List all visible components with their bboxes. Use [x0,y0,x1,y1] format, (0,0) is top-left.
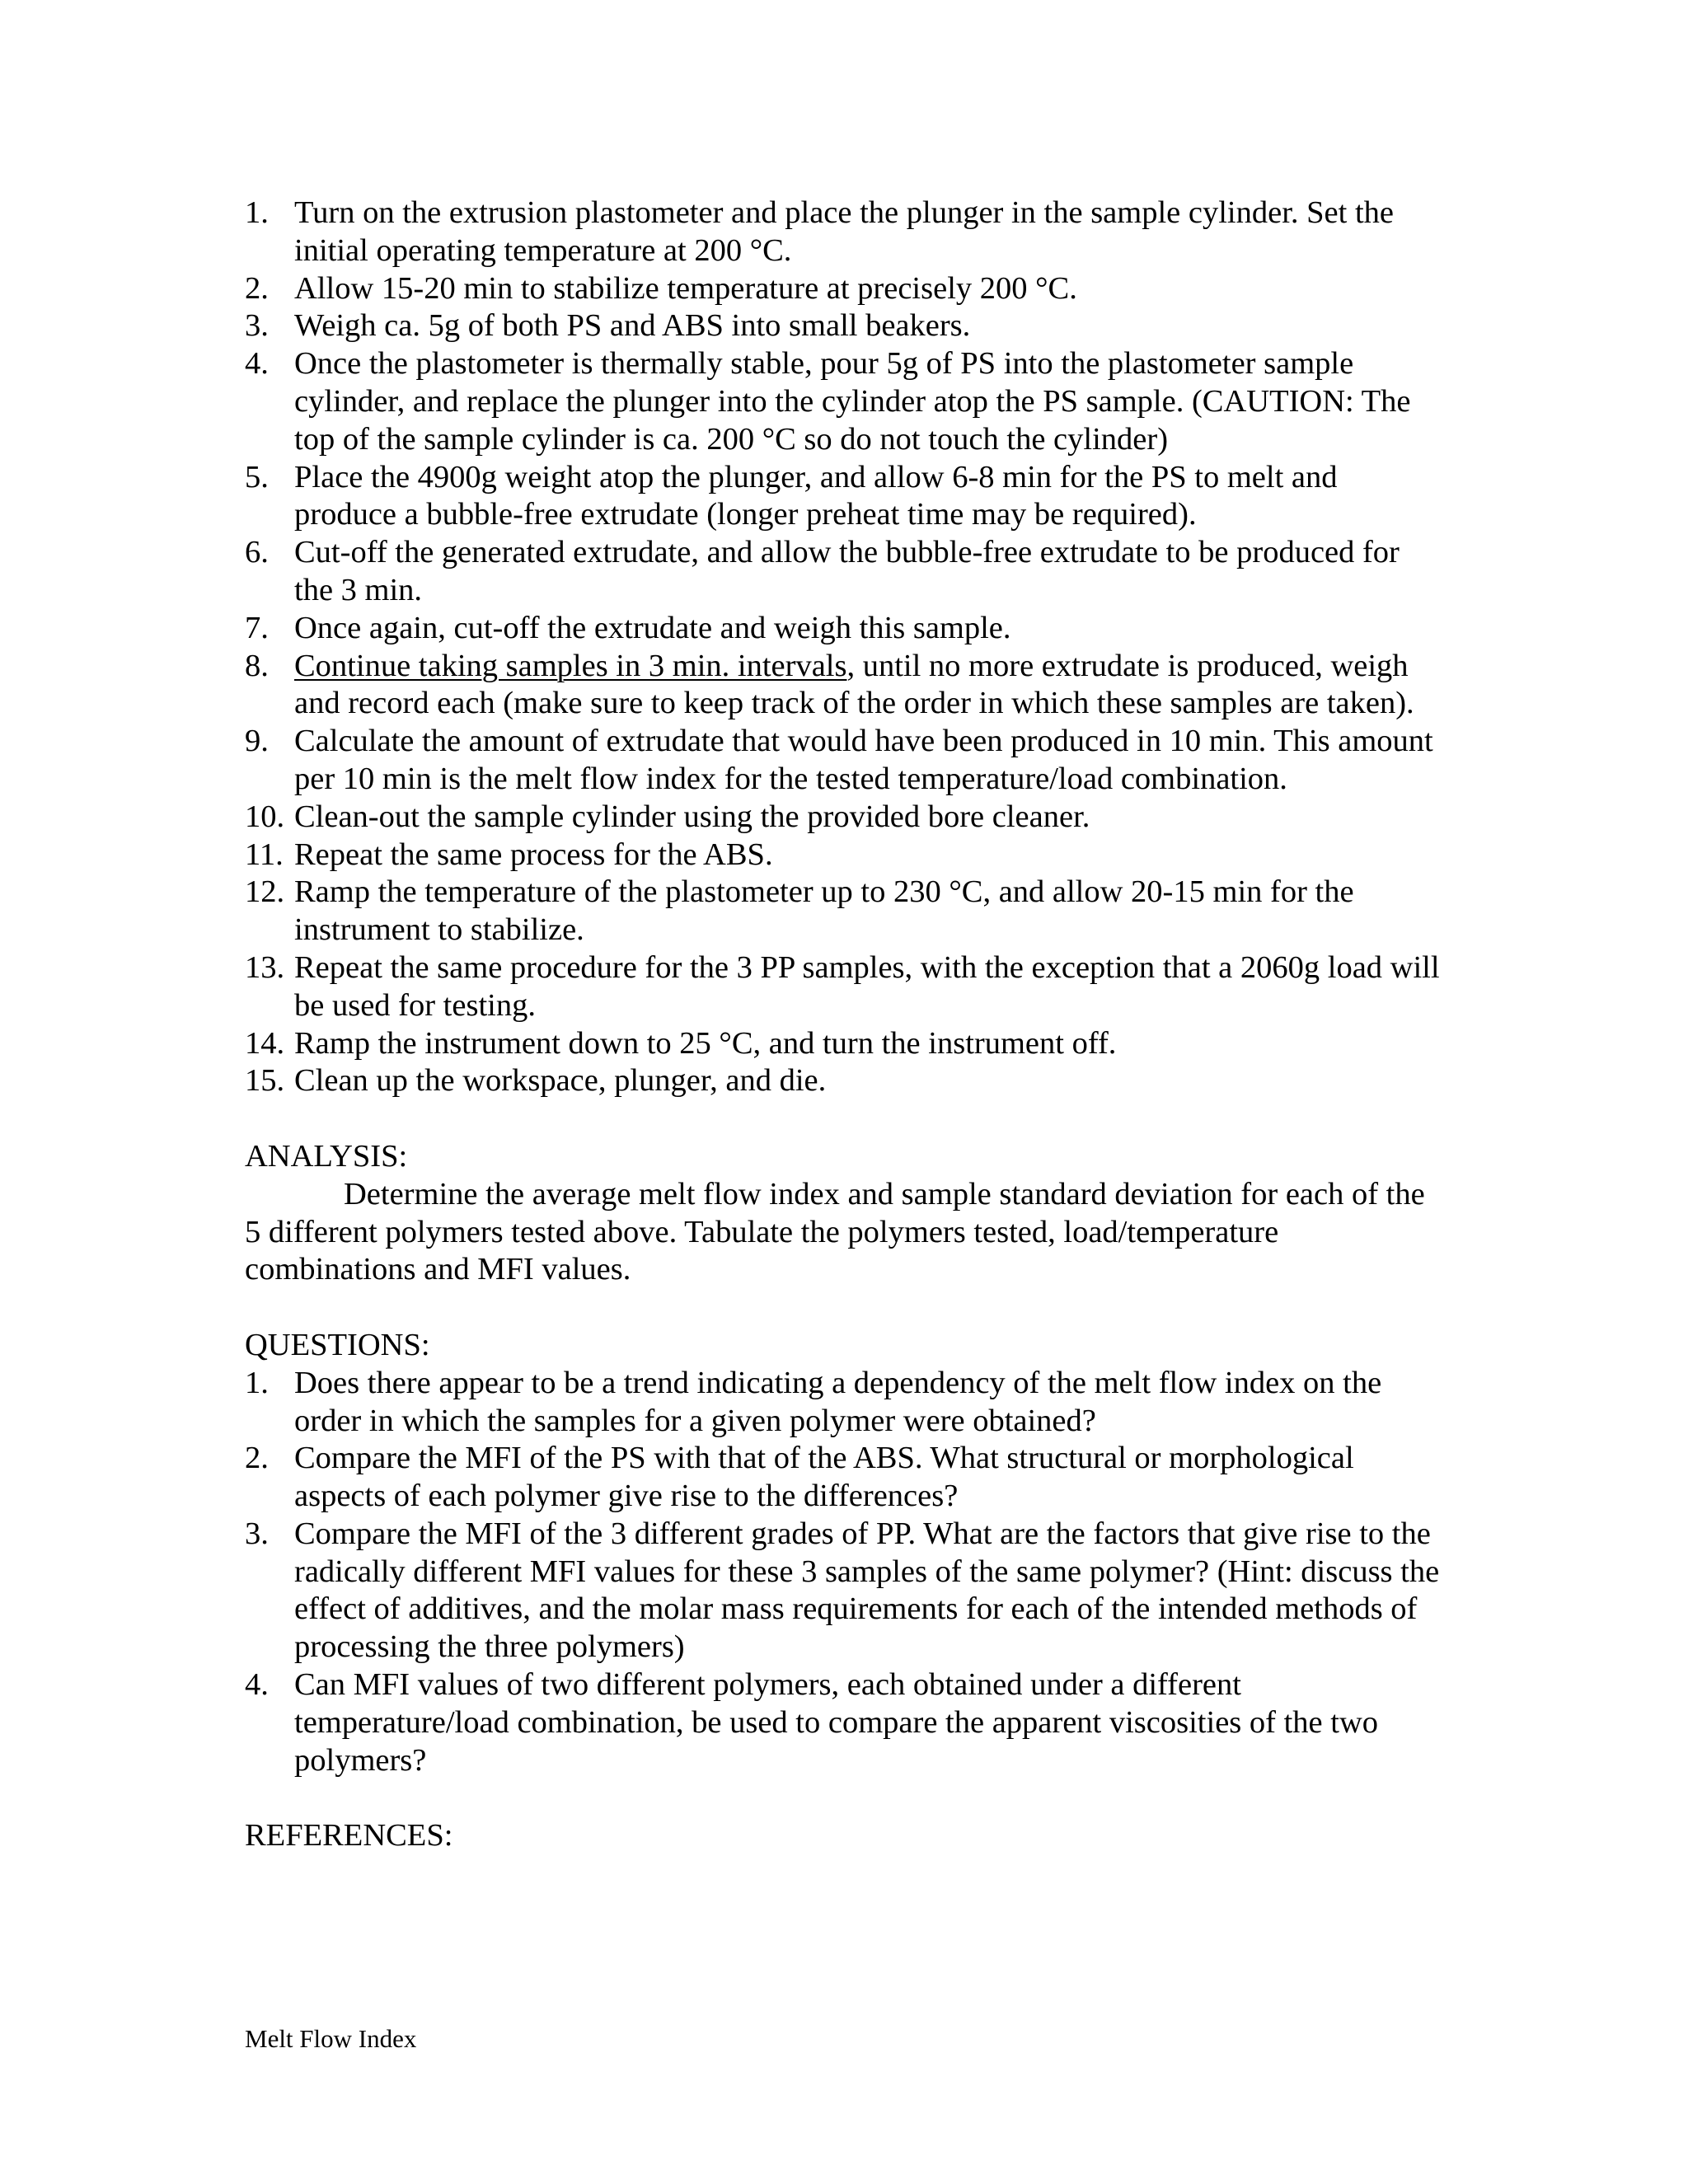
step-number: 15. [245,1063,285,1099]
step-text: Allow 15-20 min to stabilize temperature at precisely 200 °C. [294,270,1077,306]
references-heading: REFERENCES: [245,1818,453,1854]
step-number: 14. [245,1025,285,1061]
question-item [245,1365,1440,1441]
questions-heading: QUESTIONS: [245,1327,430,1362]
step-number: 4. [245,346,269,382]
question-number: 2. [245,1441,269,1476]
question-item [245,1516,1440,1666]
step-number: 7. [245,610,269,645]
question-text: Compare the MFI of the 3 different grades of PP. What are the factors that give rise to the radically different MFI values for these 3 samples of the same polymer? (Hint: discuss the effect of additives, and the molar mass requirements for each of the intended methods of processing the three polymers) [294,1516,1440,1665]
step-number: 2. [245,270,269,306]
step-text: Clean up the workspace, plunger, and die. [294,1063,827,1099]
analysis-paragraph: Determine the average melt flow index and sample standard deviation for each of the 5 different polymers tested above. Tabulate the polymers tested, load/temperature combinations and MFI values. [245,1176,1425,1287]
step-text: Once the plastometer is thermally stable, pour 5g of PS into the plastometer sample cylinder, and replace the plunger into the cylinder atop the PS sample. (CAUTION: The top of the sample cylinder is ca. 200 °C so do not touch the cylinder) [294,346,1411,457]
question-number: 4. [245,1667,269,1703]
question-number: 1. [245,1365,269,1400]
procedure-step [245,837,1440,874]
procedure-step [245,874,1440,949]
procedure-step [245,1062,1440,1100]
procedure-step [245,345,1440,458]
question-item [245,1666,1440,1779]
step-text: Repeat the same procedure for the 3 PP samples, with the exception that a 2060g load will be used for testing. [294,949,1440,1023]
step-number: 5. [245,459,269,494]
procedure-step [245,270,1440,308]
procedure-step [245,459,1440,535]
procedure-step [245,723,1440,799]
question-item [245,1440,1440,1516]
procedure-step [245,648,1440,724]
step-number: 11. [245,837,284,872]
question-text: Can MFI values of two different polymers, each obtained under a different temperature/load combination, be used to compare the apparent viscosities of the two polymers? [294,1667,1378,1778]
procedure-step [245,799,1440,837]
step-number: 1. [245,195,269,230]
question-text: Compare the MFI of the PS with that of the ABS. What structural or morphological aspects of each polymer give rise to the differences? [294,1441,1354,1514]
step-underlined-text: Continue taking samples in 3 min. intervals [294,648,847,683]
page-footer: Melt Flow Index [245,2024,417,2053]
analysis-heading: ANALYSIS: [245,1138,408,1174]
procedure-step [245,610,1440,648]
procedure-step [245,534,1440,610]
questions-list [245,1365,1440,1780]
step-text: , until no more extrudate is produced, weigh and record each (make sure to keep track of the order in which these samples are taken). [294,648,1414,721]
step-number: 9. [245,724,269,759]
step-text: Place the 4900g weight atop the plunger, and allow 6-8 min for the PS to melt and produce a bubble-free extrudate (longer preheat time may be required). [294,459,1338,532]
step-text: Weigh ca. 5g of both PS and ABS into small beakers. [294,308,971,344]
step-text: Ramp the instrument down to 25 °C, and turn the instrument off. [294,1025,1117,1061]
step-text: Repeat the same process for the ABS. [294,837,773,872]
step-number: 13. [245,949,285,985]
procedure-step [245,1025,1440,1063]
step-number: 12. [245,874,285,910]
procedure-step [245,307,1440,345]
procedure-step [245,194,1440,270]
page-content [245,194,1440,1855]
step-number: 10. [245,799,285,834]
step-text: Calculate the amount of extrudate that would have been produced in 10 min. This amount per 10 min is the melt flow index for the tested temperature/load combination. [294,724,1433,796]
step-text: Ramp the temperature of the plastometer up to 230 °C, and allow 20-15 min for the instrument to stabilize. [294,874,1354,948]
question-number: 3. [245,1516,269,1551]
step-text: Clean-out the sample cylinder using the provided bore cleaner. [294,799,1090,834]
procedure-steps-list [245,194,1440,1100]
procedure-step [245,949,1440,1025]
step-text: Turn on the extrusion plastometer and place the plunger in the sample cylinder. Set the initial operating temperature at 200 °C. [294,195,1395,268]
step-number: 3. [245,308,269,344]
step-text: Once again, cut-off the extrudate and weigh this sample. [294,610,1011,645]
step-number: 8. [245,648,269,683]
step-text: Cut-off the generated extrudate, and allow the bubble-free extrudate to be produced for the 3 min. [294,535,1400,607]
step-number: 6. [245,535,269,570]
question-text: Does there appear to be a trend indicating a dependency of the melt flow index on the order in which the samples for a given polymer were obtained? [294,1365,1382,1438]
